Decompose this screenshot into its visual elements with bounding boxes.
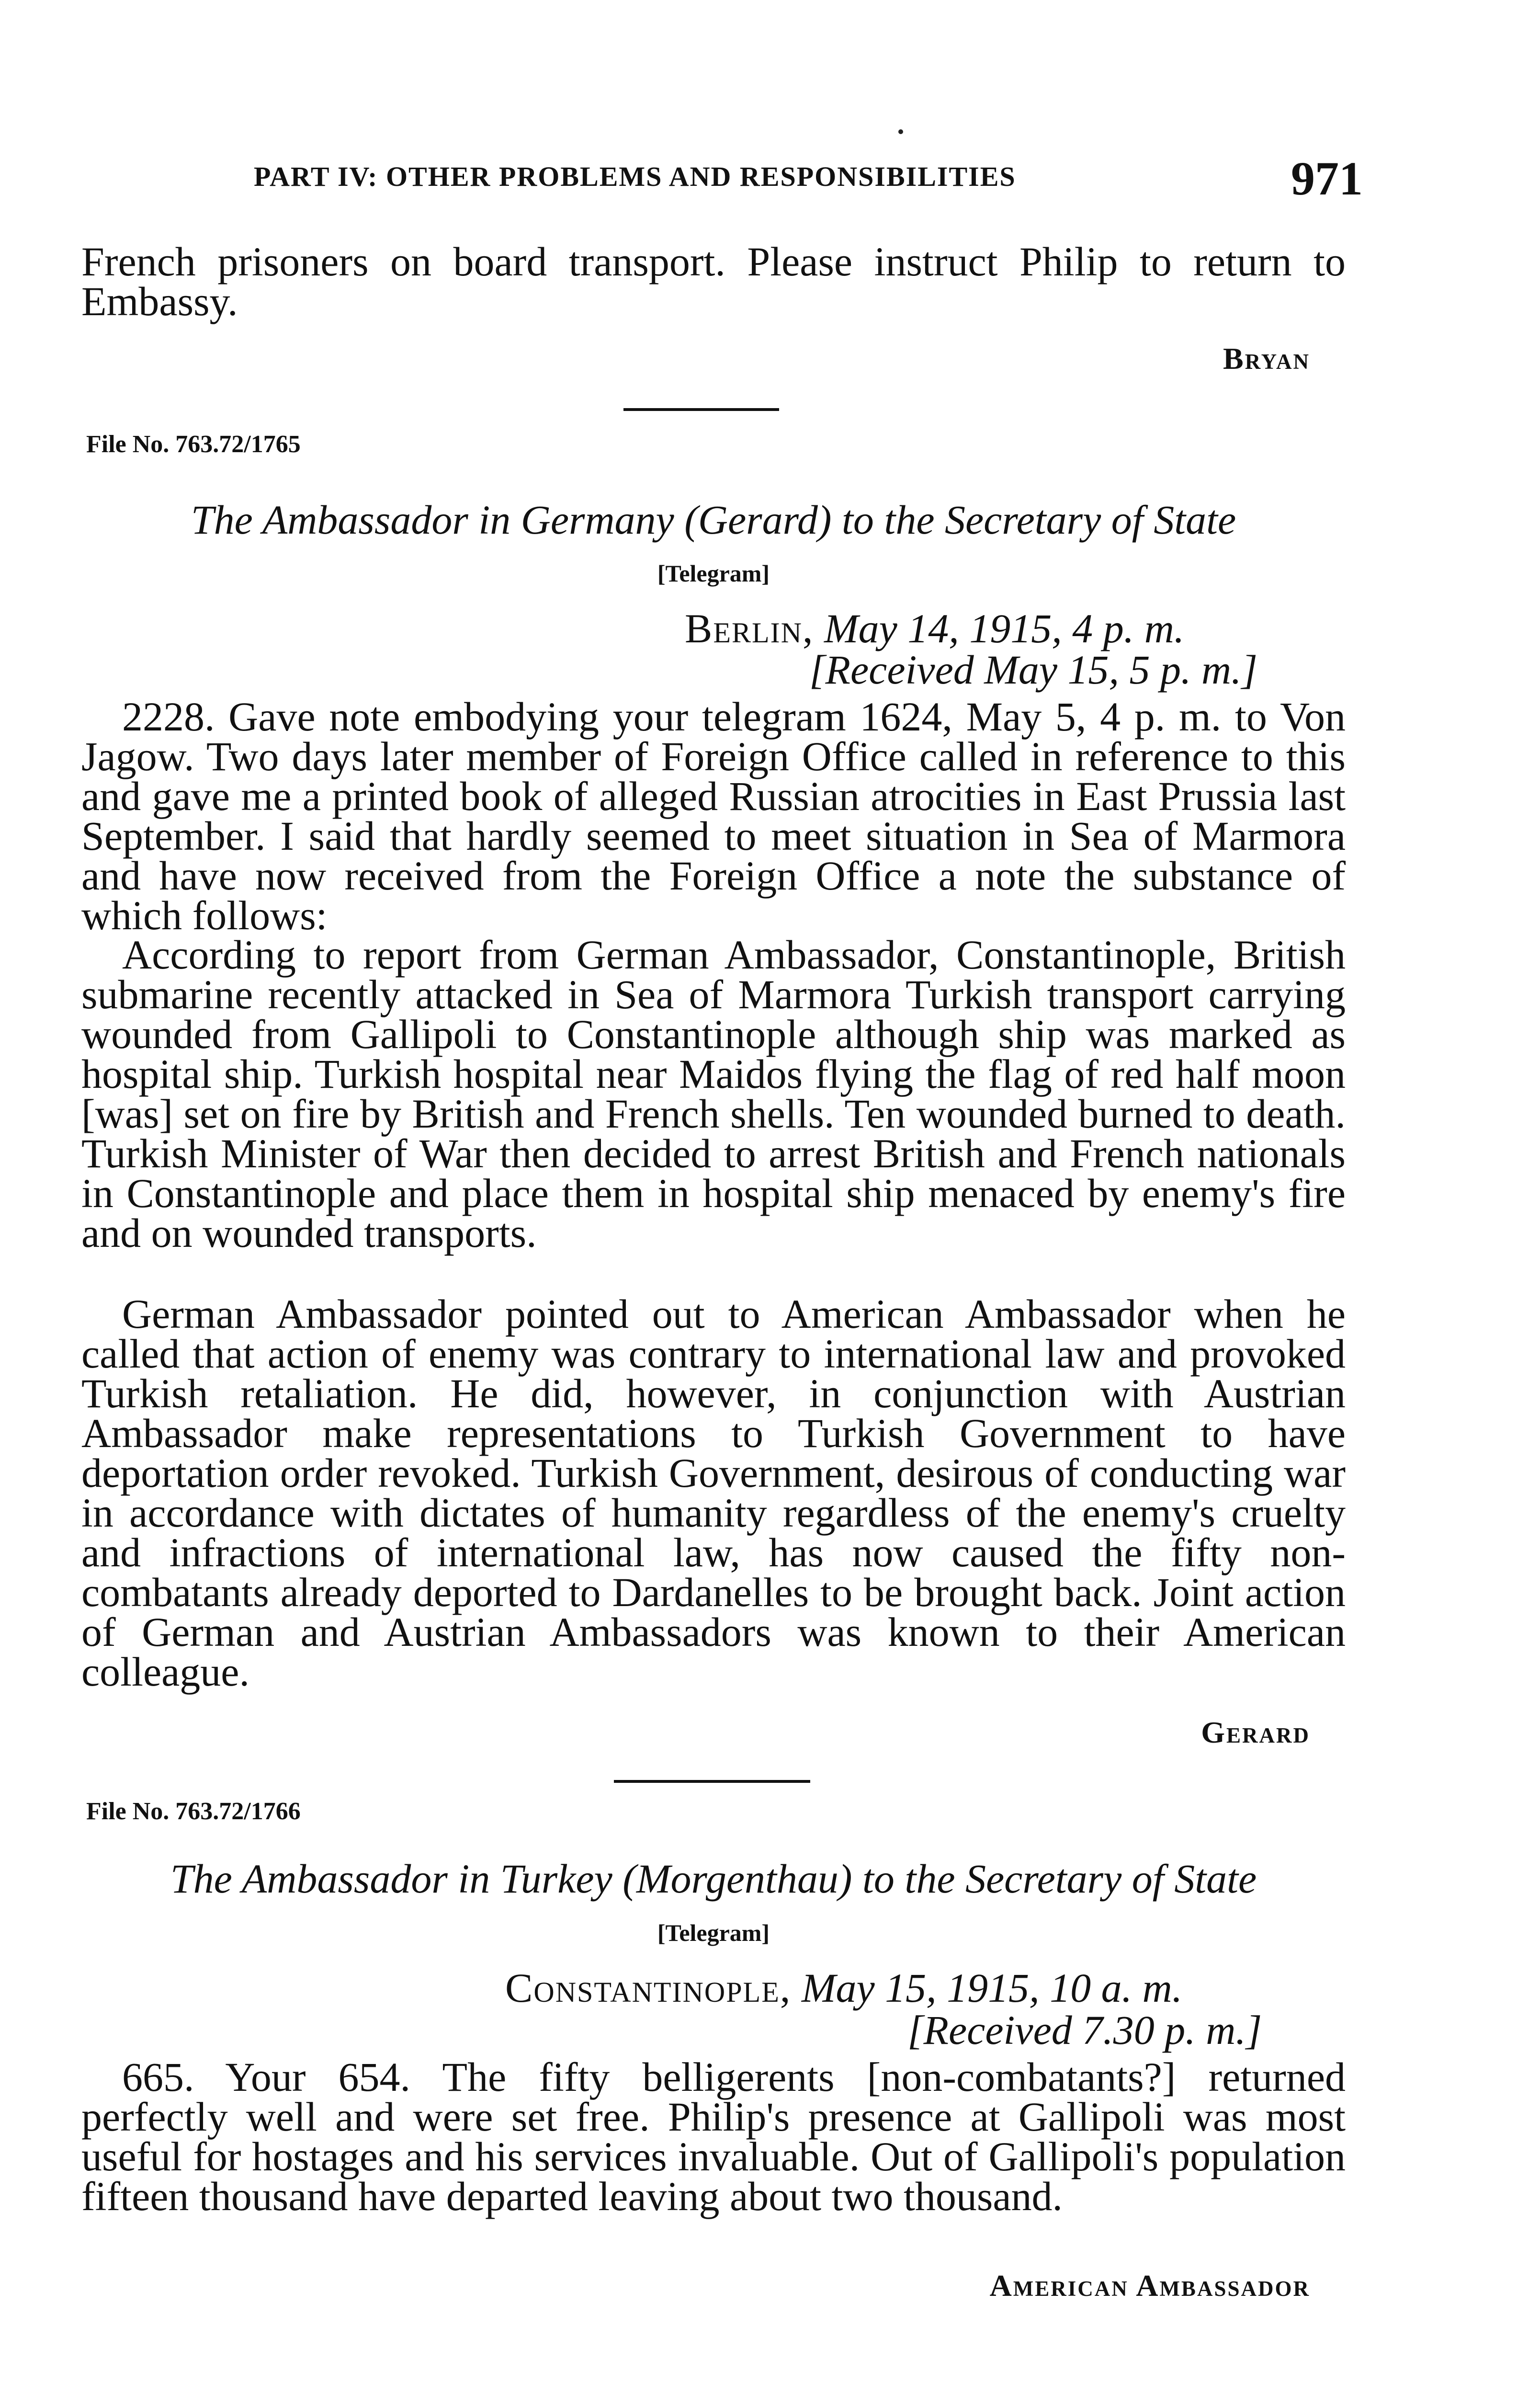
document-title: The Ambassador in Turkey (Morgenthau) to the Secretary of State (170, 1856, 1257, 1902)
dateline-sent (505, 1964, 1182, 2012)
file-number: File No. 763.72/1765 (86, 431, 301, 458)
dateline-received: [Received May 15, 5 p. m.] (809, 647, 1258, 693)
document-type: [Telegram] (657, 1919, 770, 1946)
dateline-date: May 14, 1915, 4 p. m. (824, 605, 1185, 651)
signature-american-ambassador: American Ambassador (989, 2269, 1310, 2303)
dateline-place: Berlin, (685, 605, 814, 651)
section-divider (614, 1780, 810, 1783)
running-head: PART IV: OTHER PROBLEMS AND RESPONSIBILITIES (254, 161, 1016, 192)
print-speck (898, 129, 903, 134)
section-divider (623, 408, 779, 411)
telegram-paragraph: 2228. Gave note embodying your telegram 1624, May 5, 4 p. m. to Von Jagow. Two days later member of Foreign Office called in reference to this and gave me a printed book of alleged Russian atrocities in East Prussia last September. I said that hardly seemed to meet situation in Sea of Marmora and have now received from the Foreign Office a note the substance of which follows: (81, 694, 1346, 938)
page-number: 971 (1291, 152, 1363, 205)
continuation-paragraph: French prisoners on board transport. Please instruct Philip to return to Embassy. (81, 239, 1346, 324)
dateline-sent (685, 604, 1184, 652)
signature-gerard: Gerard (1201, 1715, 1310, 1749)
telegram-paragraph: According to report from German Ambassador, Constantinople, British submarine recently attacked in Sea of Marmora Turkish transport carrying wounded from Gallipoli to Constantinople although ship was marked as hospital ship. Turkish hospital near Maidos flying the flag of red half moon [was] set on fire by British and French shells. Ten wounded burned to death. Turkish Minister of War then decided to arrest British and French nationals in Constantinople and place them in hospital ship menaced by enemy's fire and on wounded transports. (81, 932, 1346, 1256)
file-number: File No. 763.72/1766 (86, 1798, 301, 1825)
document-title: The Ambassador in Germany (Gerard) to the Secretary of State (191, 497, 1236, 543)
signature-bryan: Bryan (1223, 342, 1310, 376)
dateline-place: Constantinople, (505, 1965, 792, 2011)
telegram-paragraph: 665. Your 654. The fifty belligerents [non-combatants?] returned perfectly well and were set free. Philip's presence at Gallipoli was most useful for hostages and his services invaluable. Out of Gallipoli's population fifteen thousand have departed leaving about two thousand. (81, 2054, 1346, 2219)
dateline-received: [Received 7.30 p. m.] (907, 2007, 1262, 2053)
document-type: [Telegram] (657, 560, 770, 587)
telegram-paragraph: German Ambassador pointed out to American Ambassador when he called that action of enemy was contrary to international law and provoked Turkish retaliation. He did, however, in conjunction with Austrian Ambassador make representations to Turkish Government to have deportation order revoked. Turkish Government, desirous of conducting war in accordance with dictates of humanity regardless of the enemy's cruelty and infractions of international law, has now caused the fifty non-combatants already deported to Dardanelles to be brought back. Joint action of German and Austrian Ambassadors was known to their American colleague. (81, 1291, 1346, 1695)
dateline-date: May 15, 1915, 10 a. m. (801, 1965, 1183, 2011)
